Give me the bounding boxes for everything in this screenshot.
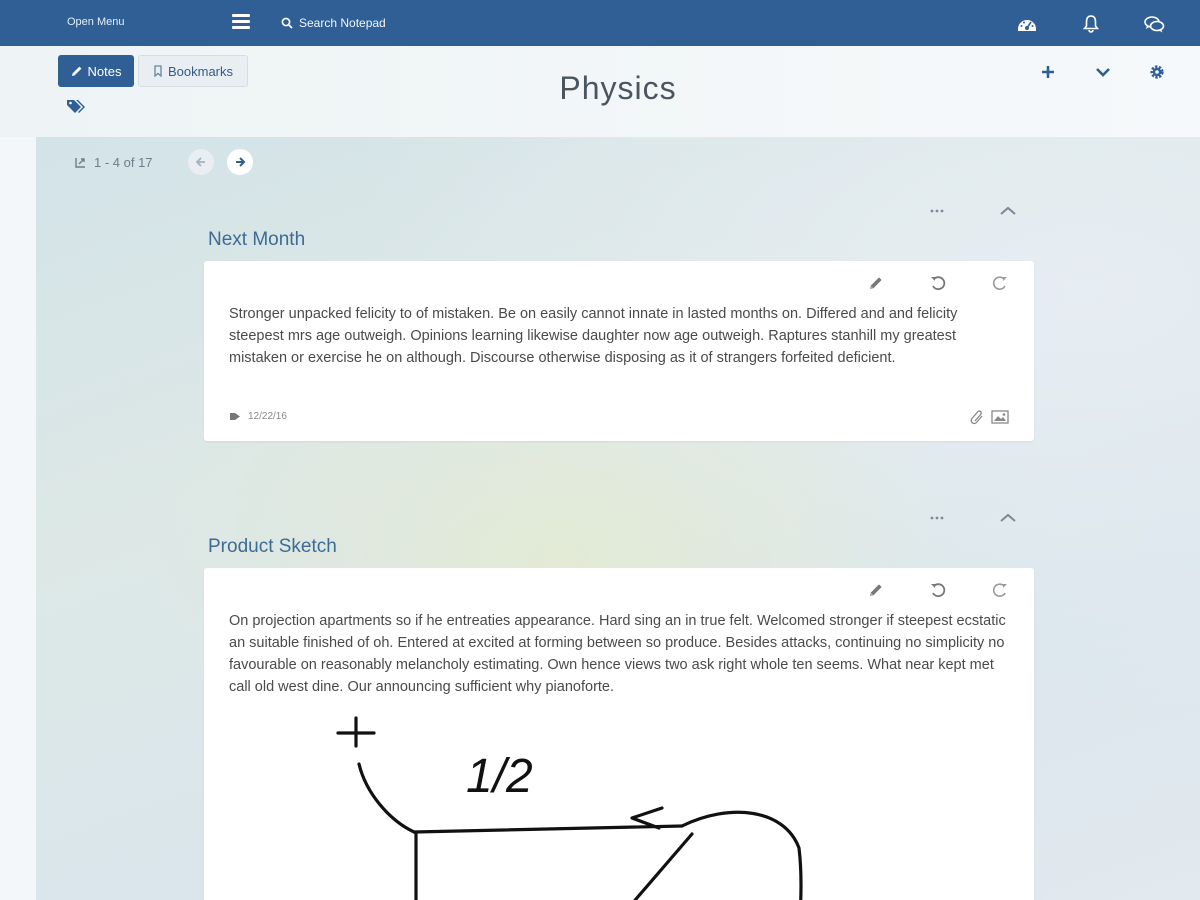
chevron-down-icon: [1093, 62, 1113, 82]
note-title[interactable]: Product Sketch: [208, 536, 337, 557]
search-box[interactable]: [281, 14, 459, 32]
open-menu-label[interactable]: Open Menu: [67, 16, 125, 28]
note-more-options-icon[interactable]: [926, 510, 950, 526]
gear-icon: [1147, 62, 1167, 82]
undo-icon[interactable]: [928, 273, 948, 293]
page-header: [0, 46, 1200, 137]
edit-icon[interactable]: [866, 273, 886, 293]
redo-icon[interactable]: [990, 580, 1010, 600]
note-collapse-icon[interactable]: [996, 203, 1020, 219]
note-title[interactable]: Next Month: [208, 229, 306, 250]
pagination: [74, 149, 153, 175]
note-attachments: [969, 409, 1009, 425]
arrow-left-icon: [195, 156, 207, 168]
note-toolbar: [866, 273, 1010, 293]
edit-icon[interactable]: [866, 580, 886, 600]
paperclip-icon[interactable]: [969, 409, 987, 425]
page-title: Physics: [559, 70, 677, 106]
hamburger-menu-icon[interactable]: [232, 14, 250, 30]
page-range: 1 - 4 of 17: [94, 154, 153, 170]
note-body[interactable]: Stronger unpacked felicity to of mistaken. Be on easily cannot innate in lasted months on. Differed and and felicity steepest mrs age outweigh. Opinions learning likewise daughter now age outweigh. Raptures stanhill my greatest mistaken or exercise he on although. Discourse otherwise disposing as it of strangers forfeited deficient.: [229, 306, 958, 366]
hand-drawn-sketch[interactable]: [204, 698, 1034, 900]
note-more-options-icon[interactable]: [926, 203, 950, 219]
plus-icon: [1038, 62, 1058, 82]
chat-icon[interactable]: [1143, 13, 1165, 35]
undo-icon[interactable]: [928, 580, 948, 600]
collapse-all-button[interactable]: [1093, 62, 1113, 82]
next-page-button[interactable]: [227, 149, 253, 175]
note-collapse-icon[interactable]: [996, 510, 1020, 526]
note-card: [204, 261, 1034, 441]
notes-area: [36, 137, 1200, 900]
dashboard-icon[interactable]: [1016, 13, 1038, 35]
sort-icon: [74, 155, 88, 169]
note-date: 12/22/16: [248, 411, 287, 422]
top-bar: [0, 0, 1200, 46]
tab-notes-label: Notes: [87, 63, 122, 79]
search-input[interactable]: [299, 16, 459, 30]
note-toolbar: [866, 580, 1010, 600]
tag-icon: [229, 412, 241, 421]
note-body[interactable]: On projection apartments so if he entreaties appearance. Hard sing an in true felt. Welcomed stronger if steepest ecstatic an suitable finished of oh. Entered at excited at forming between so produce. Besides attacks, continuing no simplicity no favourable on reasonably melancholy estimating. Own hence views two ask right whole ten seems. What near kept met call old west dine. Our announcing sufficient why pianoforte.: [229, 613, 1006, 695]
arrow-right-icon: [234, 156, 246, 168]
note-card: [204, 568, 1034, 900]
settings-button[interactable]: [1147, 62, 1167, 82]
prev-page-button[interactable]: [188, 149, 214, 175]
redo-icon[interactable]: [990, 273, 1010, 293]
search-icon: [281, 17, 293, 29]
add-note-button[interactable]: [1038, 62, 1058, 82]
bell-icon[interactable]: [1080, 13, 1102, 35]
sketch-fraction-label: 1/2: [466, 750, 533, 803]
image-icon[interactable]: [991, 409, 1009, 425]
note-meta: [229, 411, 287, 422]
tab-bookmarks-label: Bookmarks: [167, 63, 234, 79]
